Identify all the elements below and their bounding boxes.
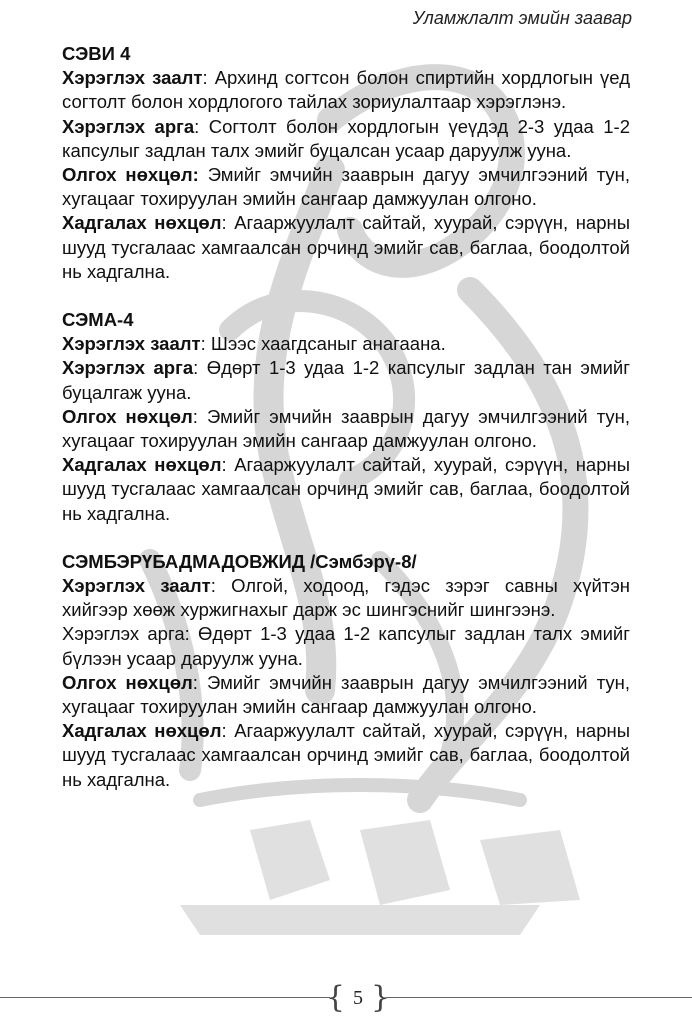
dispensing-paragraph (62, 405, 630, 453)
label-separator: : (194, 115, 209, 137)
label-separator: : (221, 720, 235, 742)
paragraph-text: Хэрэглэх арга: Өдөрт 1-3 удаа 1-2 капсулыг задлан талх эмийг бүлээн усаар даруулж ууна. (62, 623, 630, 669)
indication-paragraph (62, 574, 630, 622)
dispensing-paragraph (62, 671, 630, 719)
paragraph-label: Хэрэглэх заалт (62, 333, 201, 355)
paragraph-label: Хэрэглэх арга (62, 357, 194, 379)
paragraph-label: Хадгалах нөхцөл (62, 212, 222, 234)
label-separator: : (192, 405, 207, 427)
dispensing-paragraph (62, 163, 630, 211)
label-separator: : (200, 333, 211, 355)
paragraph-label: Хэрэглэх арга (62, 115, 195, 137)
medicine-section (62, 550, 630, 792)
paragraph-text: Олгой, ходоод, гэдэс зэрэг савны хүйтэн хийгээр хөөж хуржигнахыг дарж эс шингэснийг шингээнэ. (62, 575, 630, 621)
storage-paragraph (62, 719, 630, 792)
dosage-paragraph (62, 356, 630, 404)
medicine-section (62, 42, 630, 284)
paragraph-text: Эмийг эмчийн зааврын дагуу эмчилгээний тун, хугацааг тохируулан эмийн сангаар дамжуулан олгоно. (62, 405, 631, 452)
medicine-title: СЭМА-4 (62, 309, 134, 331)
paragraph-text: Агааржуулалт сайтай, хуурай, сэрүүн, нарны шууд тусгалаас хамгаалсан орчинд эмийг сав, баглаа, боодолтой нь хадгална. (62, 454, 631, 524)
label-separator: : (193, 357, 207, 379)
label-separator: : (221, 454, 235, 476)
paragraph-label: Олгох нөхцөл: (62, 164, 199, 186)
paragraph-label: Хэрэглэх заалт (62, 67, 203, 89)
medicine-section (62, 308, 630, 526)
running-header: Уламжлалт эмийн заавар (412, 8, 632, 28)
left-bracket-icon: { (325, 980, 345, 1015)
label-separator (199, 164, 208, 185)
paragraph-label: Хэрэглэх заалт (62, 575, 211, 597)
medicine-title: СЭМБЭРҮБАДМАДОВЖИД /Сэмбэрү-8/ (62, 550, 417, 572)
paragraph-label: Хадгалах нөхцөл (62, 454, 222, 476)
label-separator: : (210, 575, 232, 597)
page-number: 5 (353, 986, 363, 1009)
paragraph-text: Согтолт болон хордлогын үеүдэд 2-3 удаа 1-2 капсулыг задлан талх эмийг буцалсан усаар даруулж ууна. (62, 115, 630, 161)
paragraph-label: Олгох нөхцөл (62, 405, 193, 427)
label-separator: : (192, 671, 207, 693)
dosage-paragraph (62, 622, 630, 670)
storage-paragraph (62, 453, 630, 526)
medicine-title: СЭВИ 4 (62, 43, 131, 64)
footer-rule-right (386, 997, 692, 998)
indication-paragraph (62, 332, 630, 356)
paragraph-text: Эмийг эмчийн зааврын дагуу эмчилгээний тун, хугацааг тохируулан эмийн сангаар дамжуулан олгоно. (62, 164, 631, 210)
footer-rule-left (0, 997, 330, 998)
paragraph-label: Хадгалах нөхцөл (62, 720, 222, 742)
page-number-box (325, 980, 391, 1016)
paragraph-text: Шээс хаагдсаныг анагаана. (210, 333, 446, 355)
indication-paragraph (62, 66, 630, 114)
dosage-paragraph (62, 115, 630, 163)
label-separator: : (221, 212, 235, 234)
label-separator: : (202, 67, 215, 89)
paragraph-text: Эмийг эмчийн зааврын дагуу эмчилгээний тун, хугацааг тохируулан эмийн сангаар дамжуулан олгоно. (62, 671, 631, 718)
paragraph-text: Агааржуулалт сайтай, хуурай, сэрүүн, нарны шууд тусгалаас хамгаалсан орчинд эмийг сав, баглаа, боодолтой нь хадгална. (62, 720, 631, 790)
right-bracket-icon: } (371, 980, 391, 1015)
document-body (62, 42, 630, 792)
paragraph-text: Агааржуулалт сайтай, хуурай, сэрүүн, нарны шууд тусгалаас хамгаалсан орчинд эмийг сав, баглаа, боодолтой нь хадгална. (62, 212, 631, 282)
paragraph-text: Архинд согтсон болон спиртийн хордлогын үед согтолт болон хордлогого тайлах зориулалтаар хэрэглэнэ. (62, 67, 630, 113)
paragraph-text: Өдөрт 1-3 удаа 1-2 капсулыг задлан тан эмийг буцалгаж ууна. (62, 357, 630, 403)
storage-paragraph (62, 211, 630, 284)
paragraph-label: Олгох нөхцөл (62, 671, 193, 693)
